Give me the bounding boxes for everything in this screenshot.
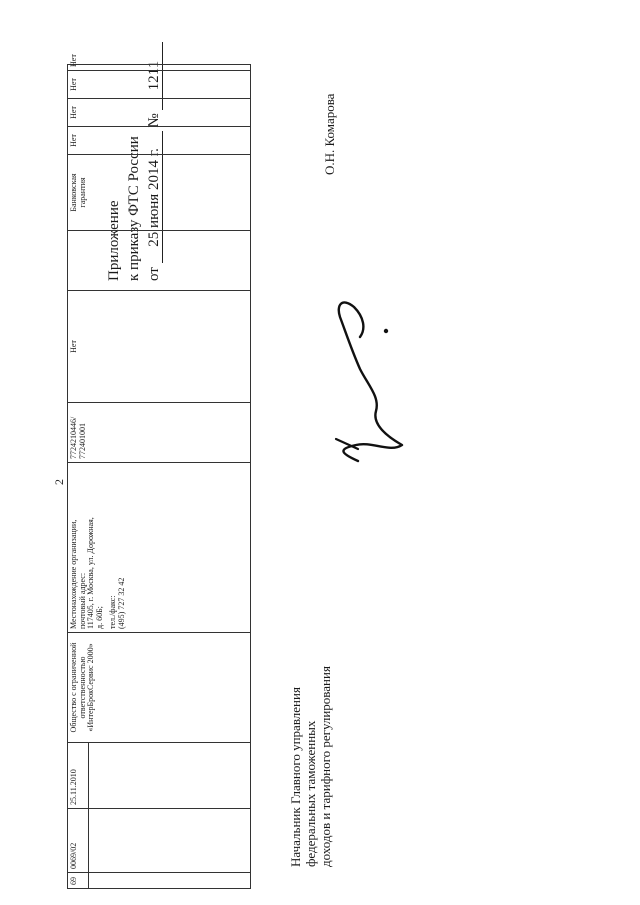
address-line: д. 60Б; [94, 606, 104, 629]
signer-name: О.Н. Комарова [322, 93, 337, 175]
record-table [67, 54, 251, 889]
handwritten-signature [296, 289, 426, 469]
official-title-line: Начальник Главного управления [288, 687, 303, 867]
appendix-number-label: № [146, 113, 162, 128]
empty-cell [89, 873, 251, 889]
official-title [288, 587, 333, 867]
inn-kpp-cell: 7724210446/ 772401001 [68, 403, 251, 463]
address-line: (495) 727 32 42 [116, 577, 126, 629]
official-title-line: доходов и тарифного регулирования [318, 666, 333, 867]
appendix-from-label: от [146, 267, 162, 281]
col7-cell: Нет [68, 291, 251, 403]
guarantee-cell: Банковская гарантия [68, 155, 251, 231]
address-line: почтовый адрес: [77, 572, 87, 629]
registry-number-cell: 0069/02 [68, 809, 89, 873]
table-row [68, 65, 89, 889]
empty-cell [89, 743, 251, 809]
appendix-title: Приложение [106, 200, 122, 281]
date-cell: 25.11.2010 [68, 743, 89, 809]
address-line: тел./факс: [108, 595, 117, 629]
col11-cell: Нет [68, 99, 251, 127]
col13-cell: Нет [68, 65, 251, 71]
page-number: 2 [52, 479, 66, 485]
appendix-number: 1211 [147, 42, 163, 110]
col10-cell: Нет [68, 127, 251, 155]
col8-cell [68, 231, 251, 291]
appendix-date: 25 июня 2014 г. [147, 131, 163, 263]
appendix-order-ref: к приказу ФТС России [126, 136, 142, 281]
col12-cell: Нет [68, 71, 251, 99]
address-cell [68, 463, 251, 633]
empty-cell [89, 809, 251, 873]
address-line: Местонахождение организации, [69, 519, 78, 629]
row-number-cell: 69 [68, 873, 89, 889]
official-title-line: федеральных таможенных [303, 720, 318, 867]
address-line: 117405, г. Москва, ул. Дорожная, [86, 517, 95, 629]
organization-cell: Общество с ограниченной ответственностью «ИнтерБрокСервис 2000» [68, 633, 251, 743]
